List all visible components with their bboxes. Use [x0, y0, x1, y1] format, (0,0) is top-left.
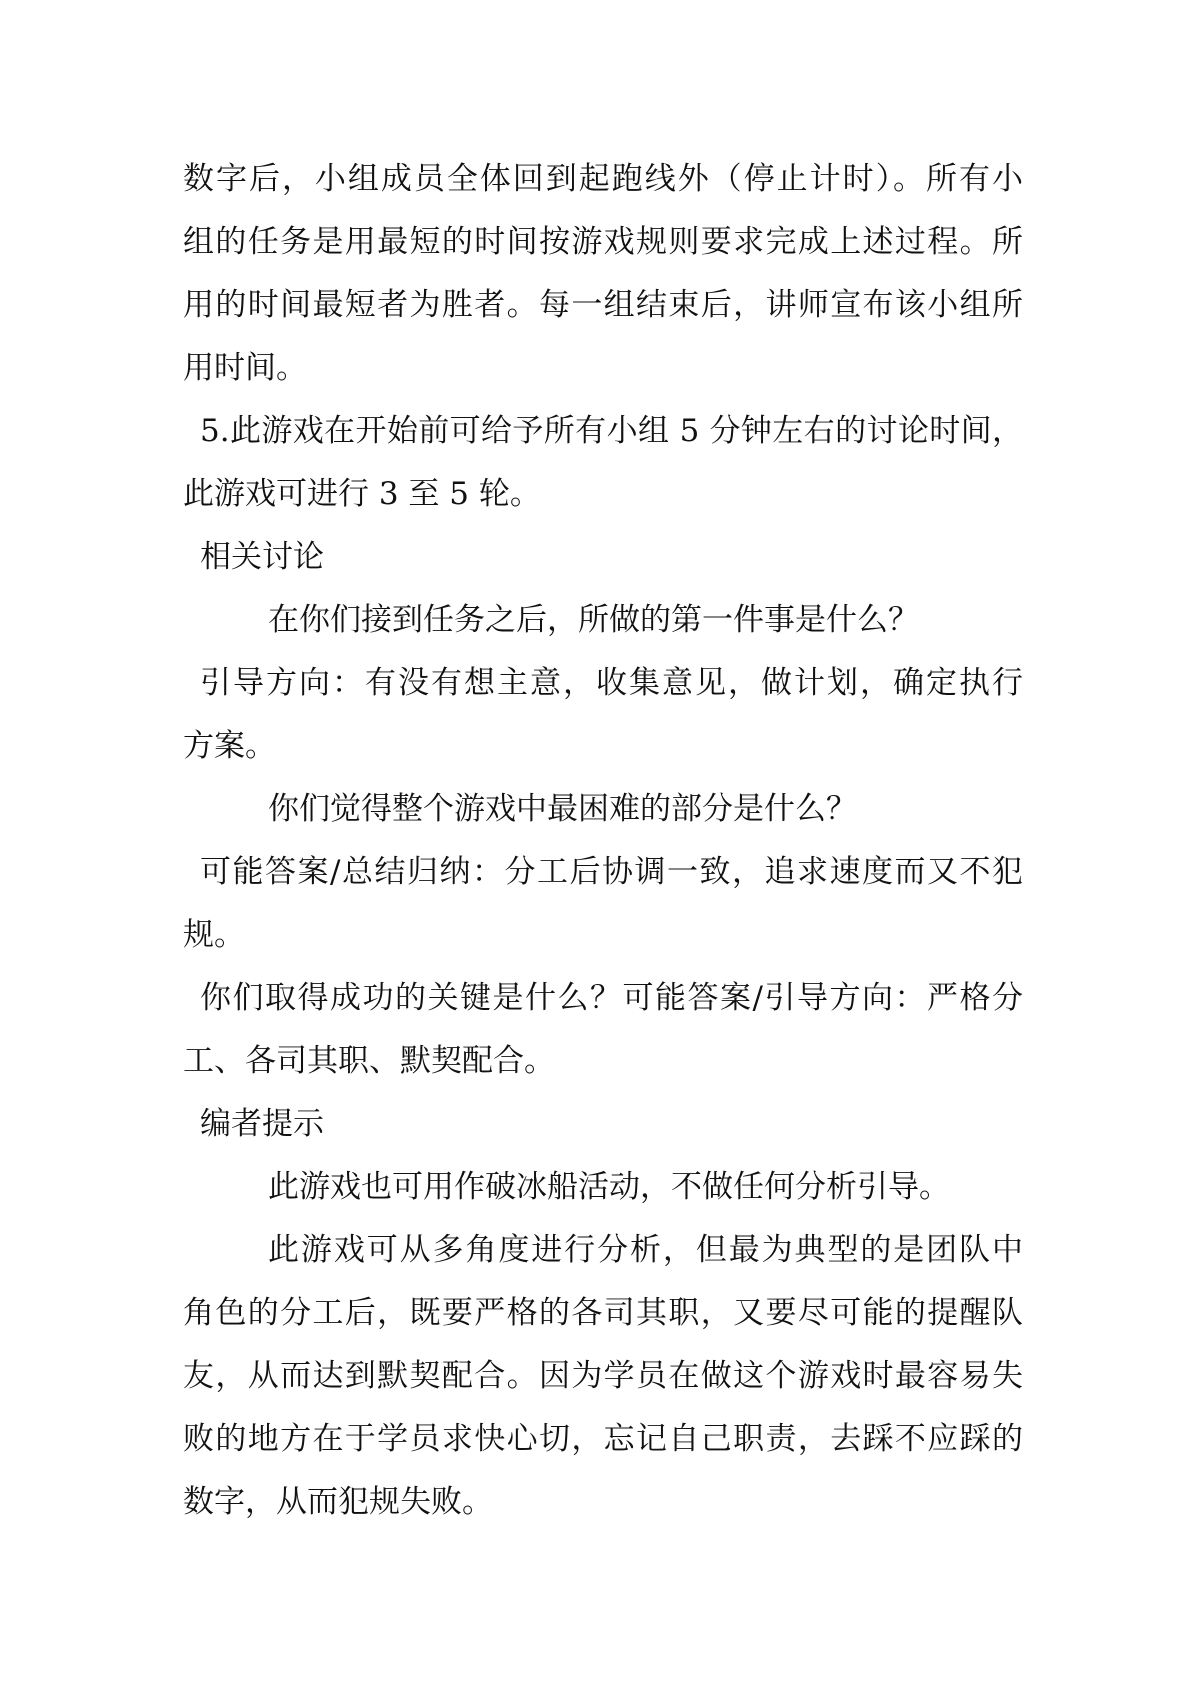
- text-line: 5.此游戏在开始前可给予所有小组 5 分钟左右的讨论时间，: [200, 413, 1023, 449]
- text-line: 工、各司其职、默契配合。: [183, 1043, 555, 1079]
- text-line: 用的时间最短者为胜者。每一组结束后，讲师宣布该小组所: [183, 287, 1023, 323]
- question-line: 你们觉得整个游戏中最困难的部分是什么？: [268, 791, 857, 827]
- question-line: 在你们接到任务之后，所做的第一件事是什么？: [268, 602, 919, 638]
- text-line: 角色的分工后，既要严格的各司其职，又要尽可能的提醒队: [183, 1295, 1023, 1331]
- text-line: 此游戏也可用作破冰船活动，不做任何分析引导。: [268, 1169, 950, 1205]
- text-line: 可能答案/总结归纳：分工后协调一致，追求速度而又不犯: [200, 854, 1023, 890]
- text-line: 你们取得成功的关键是什么？可能答案/引导方向：严格分: [200, 980, 1023, 1016]
- text-line: 规。: [183, 917, 245, 953]
- section-heading: 编者提示: [200, 1106, 324, 1142]
- text-line: 此游戏可从多角度进行分析，但最为典型的是团队中: [268, 1232, 1023, 1268]
- text-line: 引导方向：有没有想主意，收集意见，做计划，确定执行: [200, 665, 1023, 701]
- text-line: 数字后，小组成员全体回到起跑线外（停止计时）。所有小: [183, 161, 1023, 197]
- section-heading: 相关讨论: [200, 539, 324, 575]
- text-line: 组的任务是用最短的时间按游戏规则要求完成上述过程。所: [183, 224, 1023, 260]
- text-line: 此游戏可进行 3 至 5 轮。: [183, 476, 541, 512]
- text-line: 友，从而达到默契配合。因为学员在做这个游戏时最容易失: [183, 1358, 1023, 1394]
- text-line: 方案。: [183, 728, 276, 764]
- text-line: 败的地方在于学员求快心切，忘记自己职责，去踩不应踩的: [183, 1421, 1023, 1457]
- text-line: 用时间。: [183, 350, 307, 386]
- text-line: 数字，从而犯规失败。: [183, 1484, 493, 1520]
